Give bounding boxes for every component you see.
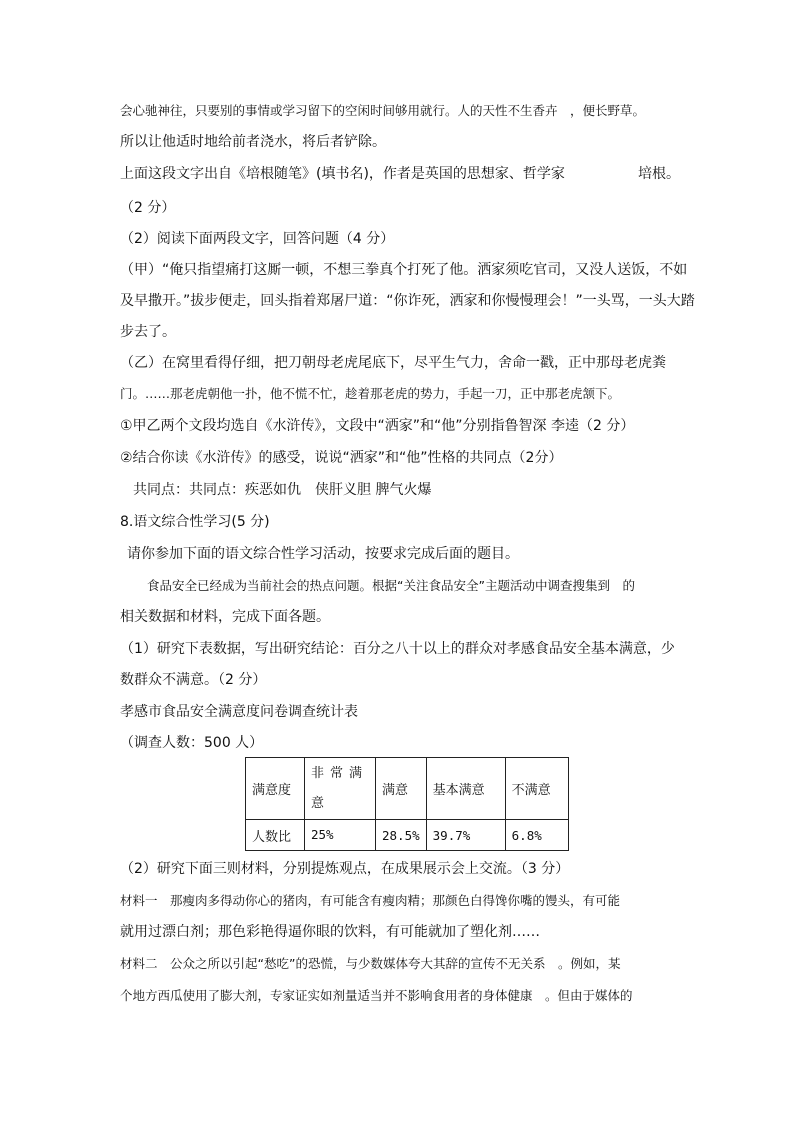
text-line: （1）研究下表数据，写出研究结论：百分之八十以上的群众对孝感食品安全基本满意，少 [120,641,675,657]
text-line: 上面这段文字出自《培根随笔》(填书名)，作者是英国的思想家、哲学家 [120,166,565,182]
text-line: 食品安全已经成为当前社会的热点问题。根据“关注食品安全”主题活动中调查搜集到 的 [147,578,635,593]
text-line: 相关数据和材料，完成下面各题。 [120,609,330,625]
text-line: 会心驰神往，只要别的事情或学习留下的空闲时间够用就行。人的天性不生香卉 ，便长野草。 [120,103,646,118]
section-heading: 8.语文综合性学习(5 分) [120,514,270,530]
table-header-row [246,758,569,820]
survey-table [245,757,569,851]
text-line: ②结合你读《水浒传》的感受，说说“洒家”和“他”性格的共同点（2分） [120,450,563,466]
table-row [246,820,569,851]
table-header-cell: 基本满意 [426,758,505,820]
text-line: 材料二 公众之所以引起“愁吃”的恐慌，与少数媒体夸大其辞的宣传不无关系 。例如，某 [120,956,621,971]
text-line: 材料一 那瘦肉多得动你心的猪肉，有可能含有瘦肉精；那颜色白得馋你嘴的馒头，有可能 [120,893,621,908]
table-cell: 25% [305,820,376,851]
text-line: 所以让他适时地给前者浇水，将后者铲除。 [120,134,386,150]
table-title: 孝感市食品安全满意度问卷调查统计表 [120,704,358,720]
table-header-cell: 满意度 [246,758,305,820]
answer-line: 共同点：共同点：疾恶如仇 侠肝义胆 脾气火爆 [133,482,432,498]
table-cell: 39.7% [426,820,505,851]
table-header-cell: 满意 [376,758,427,820]
question-heading: （2）研究下面三则材料，分别提炼观点，在成果展示会上交流。（3 分） [120,861,570,877]
text-line: （乙）在窝里看得仔细，把刀朝母老虎尾底下，尽平生气力，舍命一戳，正中那母老虎粪 [120,355,666,371]
text-line: ①甲乙两个文段均选自《水浒传》，文段中“洒家”和“他”分别指鲁智深 李逵（2 分） [120,418,635,434]
table-header-cell: 不满意 [505,758,568,820]
question-heading: （2）阅读下面两段文字，回答问题（4 分） [120,231,395,247]
text-line: 及早撒开。”拔步便走，回头指着郑屠尸道：“你诈死，洒家和你慢慢理会！”一头骂，一头大踏 [120,293,695,309]
table-row-label: 人数比 [246,820,305,851]
table-cell: 28.5% [376,820,427,851]
table-header-cell: 非常满意 [305,758,376,820]
text-line: 请你参加下面的语文综合性学习活动，按要求完成后面的题目。 [127,546,519,562]
text-line: 数群众不满意。（2 分） [120,672,267,688]
text-line: 培根。 [638,166,680,182]
text-line: （甲）“俺只指望痛打这厮一顿，不想三拳真个打死了他。洒家须吃官司，又没人送饭，不如 [120,262,688,278]
text-line: 门。……那老虎朝他一扑，他不慌不忙，趁着那老虎的势力，手起一刀，正中那老虎颔下。 [120,386,621,401]
text-line: 个地方西瓜使用了膨大剂，专家证实如剂量适当并不影响食用者的身体健康 。但由于媒体的 [120,988,633,1003]
table-cell: 6.8% [505,820,568,851]
text-line: 步去了。 [120,324,176,340]
table-caption: （调查人数：500 人） [120,735,264,751]
text-line: 就用过漂白剂；那色彩艳得逼你眼的饮料，有可能就加了塑化剂…… [120,924,540,940]
text-line: （2 分） [120,200,176,216]
